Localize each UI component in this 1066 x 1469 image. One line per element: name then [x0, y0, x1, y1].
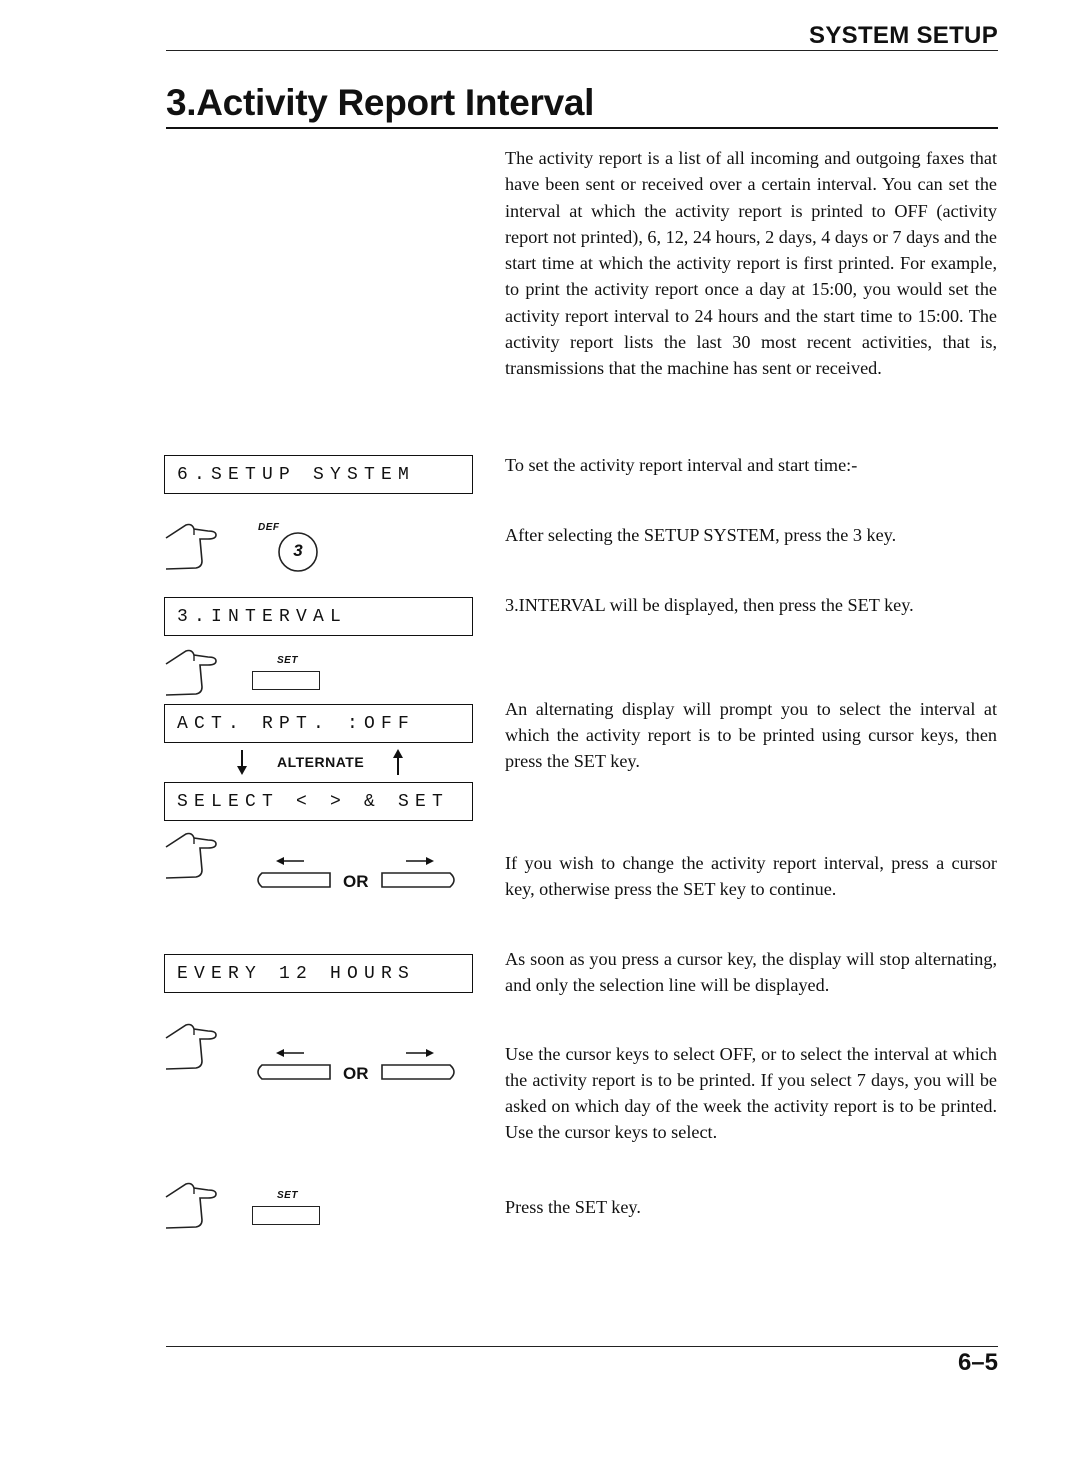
arrow-up-icon: [388, 748, 408, 776]
or-label: OR: [343, 1064, 369, 1083]
lcd-every-12-hours: EVERY 12 HOURS: [164, 954, 473, 993]
page-title: 3.Activity Report Interval: [166, 82, 595, 123]
step-press-3-text: After selecting the SETUP SYSTEM, press the 3 key.: [505, 525, 897, 545]
right-cursor-key-icon: [380, 852, 460, 890]
step-alternating-text: An alternating display will prompt you to select the interval at which the activity report is to be printed using cursor keys, then press the SET key.: [505, 699, 997, 771]
pointing-hand-icon: [164, 830, 236, 880]
pointing-hand-icon: [164, 521, 236, 571]
pointing-hand-icon: [164, 647, 236, 697]
step-press-set-text: Press the SET key.: [505, 1197, 641, 1217]
step-interval-text: 3.INTERVAL will be displayed, then press the SET key.: [505, 595, 914, 615]
alternate-label: ALTERNATE: [277, 754, 365, 770]
key-3-label: 3: [293, 541, 303, 560]
lcd-setup-system: 6.SETUP SYSTEM: [164, 455, 473, 494]
def-key-label: DEF: [258, 522, 280, 533]
left-cursor-key-icon: [252, 852, 332, 890]
footer-rule: [166, 1346, 998, 1347]
step-change-interval-text: If you wish to change the activity report interval, press a cursor key, otherwise press the SET key to continue.: [505, 853, 997, 899]
step-select-interval-text: Use the cursor keys to select OFF, or to select the interval at which the activity report is to be printed. If you select 7 days, you will be asked on which day of the week the activity report is to be printed. Use the cursor keys to select.: [505, 1044, 997, 1142]
set-key: [252, 671, 320, 690]
page-number: 6–5: [957, 1349, 998, 1376]
pointing-hand-icon: [164, 1180, 236, 1230]
lcd-select-set: SELECT < > & SET: [164, 782, 473, 821]
step-stop-alternating-text: As soon as you press a cursor key, the display will stop alternating, and only the selection line will be displayed.: [505, 949, 997, 995]
pointing-hand-icon: [164, 1021, 236, 1071]
right-cursor-key-icon: [380, 1044, 460, 1082]
lcd-act-rpt: ACT. RPT. :OFF: [164, 704, 473, 743]
title-rule: [166, 127, 998, 129]
header-rule: [166, 50, 998, 51]
set-key-label: SET: [277, 655, 298, 666]
set-key-label: SET: [277, 1190, 298, 1201]
step-intro-text: To set the activity report interval and start time:-: [505, 455, 858, 475]
section-header: SYSTEM SETUP: [809, 22, 998, 49]
or-label: OR: [343, 872, 369, 891]
set-key: [252, 1206, 320, 1225]
lcd-interval: 3.INTERVAL: [164, 597, 473, 636]
arrow-down-icon: [232, 748, 252, 776]
intro-paragraph: The activity report is a list of all incoming and outgoing faxes that have been sent or received over a certain interval. You can set the interval at which the activity report is printed to OFF (activity report not printed), 6, 12, 24 hours, 2 days, 4 days or 7 days and the start time at which the activity report is first printed. For example, to print the activity report once a day at 15:00, you would set the activity report interval to 24 hours and the start time to 15:00. The activity report lists the last 30 most recent activities, that is, transmissions that the machine has sent or received.: [505, 148, 997, 379]
left-cursor-key-icon: [252, 1044, 332, 1082]
